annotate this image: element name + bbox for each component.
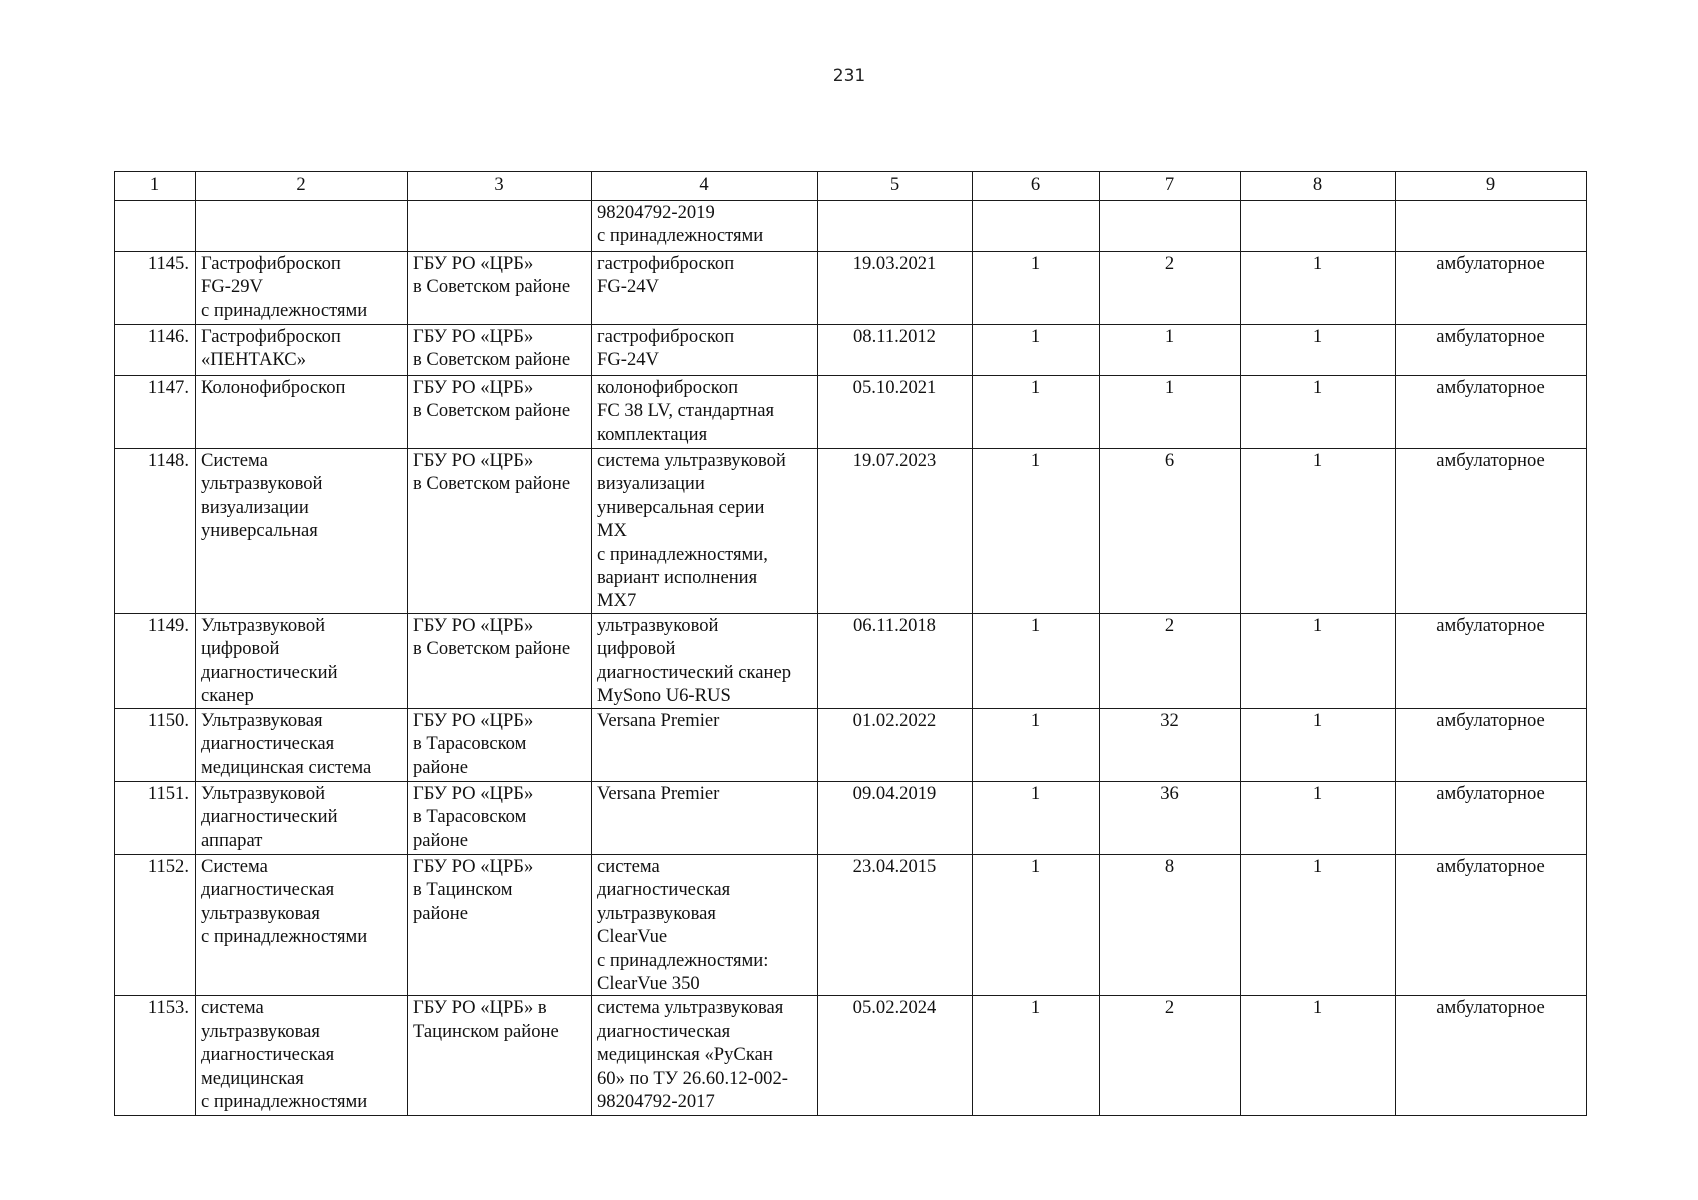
row-number-cell [115, 201, 196, 252]
organization-cell: ГБУ РО «ЦРБ» в Советском районе [408, 376, 592, 449]
quantity-cell: 1 [973, 325, 1100, 376]
count-cell: 6 [1100, 449, 1241, 614]
model-cell: колонофиброскоп FC 38 LV, стандартная комплектация [592, 376, 818, 449]
row-number-cell: 1147. [115, 376, 196, 449]
model-cell: система ультразвуковой визуализации универсальная серии MX с принадлежностями, вариант исполнения MX7 [592, 449, 818, 614]
row-number-cell: 1148. [115, 449, 196, 614]
column-header: 6 [973, 172, 1100, 201]
care-type-cell: амбулаторное [1396, 252, 1587, 325]
organization-cell: ГБУ РО «ЦРБ» в Советском районе [408, 325, 592, 376]
date-cell: 19.07.2023 [818, 449, 973, 614]
quantity-cell: 1 [973, 449, 1100, 614]
table-row [115, 449, 1587, 614]
quantity-cell: 1 [973, 614, 1100, 709]
table-row [115, 855, 1587, 996]
row-number-cell: 1152. [115, 855, 196, 996]
table-body [115, 201, 1587, 1116]
count-cell: 2 [1100, 996, 1241, 1116]
model-cell: Versana Premier [592, 709, 818, 782]
care-type-cell [1396, 201, 1587, 252]
quantity-cell [973, 201, 1100, 252]
equipment-name-cell: Гастрофиброскоп FG-29V с принадлежностями [196, 252, 408, 325]
table-row [115, 782, 1587, 855]
organization-cell: ГБУ РО «ЦРБ» в Советском районе [408, 449, 592, 614]
model-cell: гастрофиброскоп FG-24V [592, 252, 818, 325]
count-cell: 2 [1100, 614, 1241, 709]
quantity-cell: 1 [973, 709, 1100, 782]
model-cell: 98204792-2019 с принадлежностями [592, 201, 818, 252]
count-cell: 1 [1100, 376, 1241, 449]
organization-cell: ГБУ РО «ЦРБ» в Советском районе [408, 614, 592, 709]
column-header: 7 [1100, 172, 1241, 201]
quantity-cell: 1 [973, 252, 1100, 325]
table-row [115, 252, 1587, 325]
organization-cell: ГБУ РО «ЦРБ» в Советском районе [408, 252, 592, 325]
organization-cell: ГБУ РО «ЦРБ» в Тарасовском районе [408, 709, 592, 782]
unit-cell: 1 [1241, 614, 1396, 709]
organization-cell: ГБУ РО «ЦРБ» в Тарасовском районе [408, 782, 592, 855]
count-cell: 32 [1100, 709, 1241, 782]
date-cell: 09.04.2019 [818, 782, 973, 855]
count-cell: 8 [1100, 855, 1241, 996]
model-cell: Versana Premier [592, 782, 818, 855]
count-cell: 36 [1100, 782, 1241, 855]
table-row [115, 996, 1587, 1116]
quantity-cell: 1 [973, 996, 1100, 1116]
equipment-name-cell: Система диагностическая ультразвуковая с принадлежностями [196, 855, 408, 996]
model-cell: система ультразвуковая диагностическая медицинская «РуСкан 60» по ТУ 26.60.12-002- 98204792-2017 [592, 996, 818, 1116]
model-cell: система диагностическая ультразвуковая ClearVue с принадлежностями: ClearVue 350 [592, 855, 818, 996]
unit-cell: 1 [1241, 325, 1396, 376]
unit-cell: 1 [1241, 449, 1396, 614]
care-type-cell: амбулаторное [1396, 855, 1587, 996]
care-type-cell: амбулаторное [1396, 449, 1587, 614]
model-cell: гастрофиброскоп FG-24V [592, 325, 818, 376]
column-header: 9 [1396, 172, 1587, 201]
date-cell: 01.02.2022 [818, 709, 973, 782]
model-cell: ультразвуковой цифровой диагностический сканер MySono U6-RUS [592, 614, 818, 709]
equipment-name-cell: Гастрофиброскоп «ПЕНТАКС» [196, 325, 408, 376]
row-number-cell: 1145. [115, 252, 196, 325]
unit-cell: 1 [1241, 252, 1396, 325]
count-cell [1100, 201, 1241, 252]
unit-cell: 1 [1241, 376, 1396, 449]
column-header: 5 [818, 172, 973, 201]
row-number-cell: 1146. [115, 325, 196, 376]
date-cell: 08.11.2012 [818, 325, 973, 376]
care-type-cell: амбулаторное [1396, 709, 1587, 782]
row-number-cell: 1153. [115, 996, 196, 1116]
count-cell: 1 [1100, 325, 1241, 376]
organization-cell: ГБУ РО «ЦРБ» в Тацинском районе [408, 855, 592, 996]
row-number-cell: 1149. [115, 614, 196, 709]
unit-cell: 1 [1241, 996, 1396, 1116]
column-header: 1 [115, 172, 196, 201]
care-type-cell: амбулаторное [1396, 996, 1587, 1116]
equipment-name-cell [196, 201, 408, 252]
date-cell: 05.02.2024 [818, 996, 973, 1116]
table-row [115, 201, 1587, 252]
row-number-cell: 1150. [115, 709, 196, 782]
count-cell: 2 [1100, 252, 1241, 325]
quantity-cell: 1 [973, 855, 1100, 996]
date-cell [818, 201, 973, 252]
care-type-cell: амбулаторное [1396, 325, 1587, 376]
unit-cell [1241, 201, 1396, 252]
unit-cell: 1 [1241, 782, 1396, 855]
equipment-name-cell: система ультразвуковая диагностическая медицинская с принадлежностями [196, 996, 408, 1116]
equipment-name-cell: Система ультразвуковой визуализации универсальная [196, 449, 408, 614]
column-header: 2 [196, 172, 408, 201]
table-row [115, 325, 1587, 376]
unit-cell: 1 [1241, 855, 1396, 996]
date-cell: 05.10.2021 [818, 376, 973, 449]
column-header: 4 [592, 172, 818, 201]
date-cell: 06.11.2018 [818, 614, 973, 709]
care-type-cell: амбулаторное [1396, 614, 1587, 709]
row-number-cell: 1151. [115, 782, 196, 855]
equipment-name-cell: Ультразвуковой цифровой диагностический сканер [196, 614, 408, 709]
quantity-cell: 1 [973, 376, 1100, 449]
page-number: 231 [832, 66, 866, 86]
organization-cell [408, 201, 592, 252]
care-type-cell: амбулаторное [1396, 782, 1587, 855]
table-row [115, 709, 1587, 782]
organization-cell: ГБУ РО «ЦРБ» в Тацинском районе [408, 996, 592, 1116]
header-row [115, 172, 1587, 201]
column-header: 3 [408, 172, 592, 201]
date-cell: 19.03.2021 [818, 252, 973, 325]
date-cell: 23.04.2015 [818, 855, 973, 996]
equipment-name-cell: Колонофиброскоп [196, 376, 408, 449]
table-row [115, 376, 1587, 449]
care-type-cell: амбулаторное [1396, 376, 1587, 449]
unit-cell: 1 [1241, 709, 1396, 782]
equipment-name-cell: Ультразвуковая диагностическая медицинская система [196, 709, 408, 782]
equipment-table [114, 171, 1587, 1116]
equipment-name-cell: Ультразвуковой диагностический аппарат [196, 782, 408, 855]
table-row [115, 614, 1587, 709]
quantity-cell: 1 [973, 782, 1100, 855]
column-header: 8 [1241, 172, 1396, 201]
